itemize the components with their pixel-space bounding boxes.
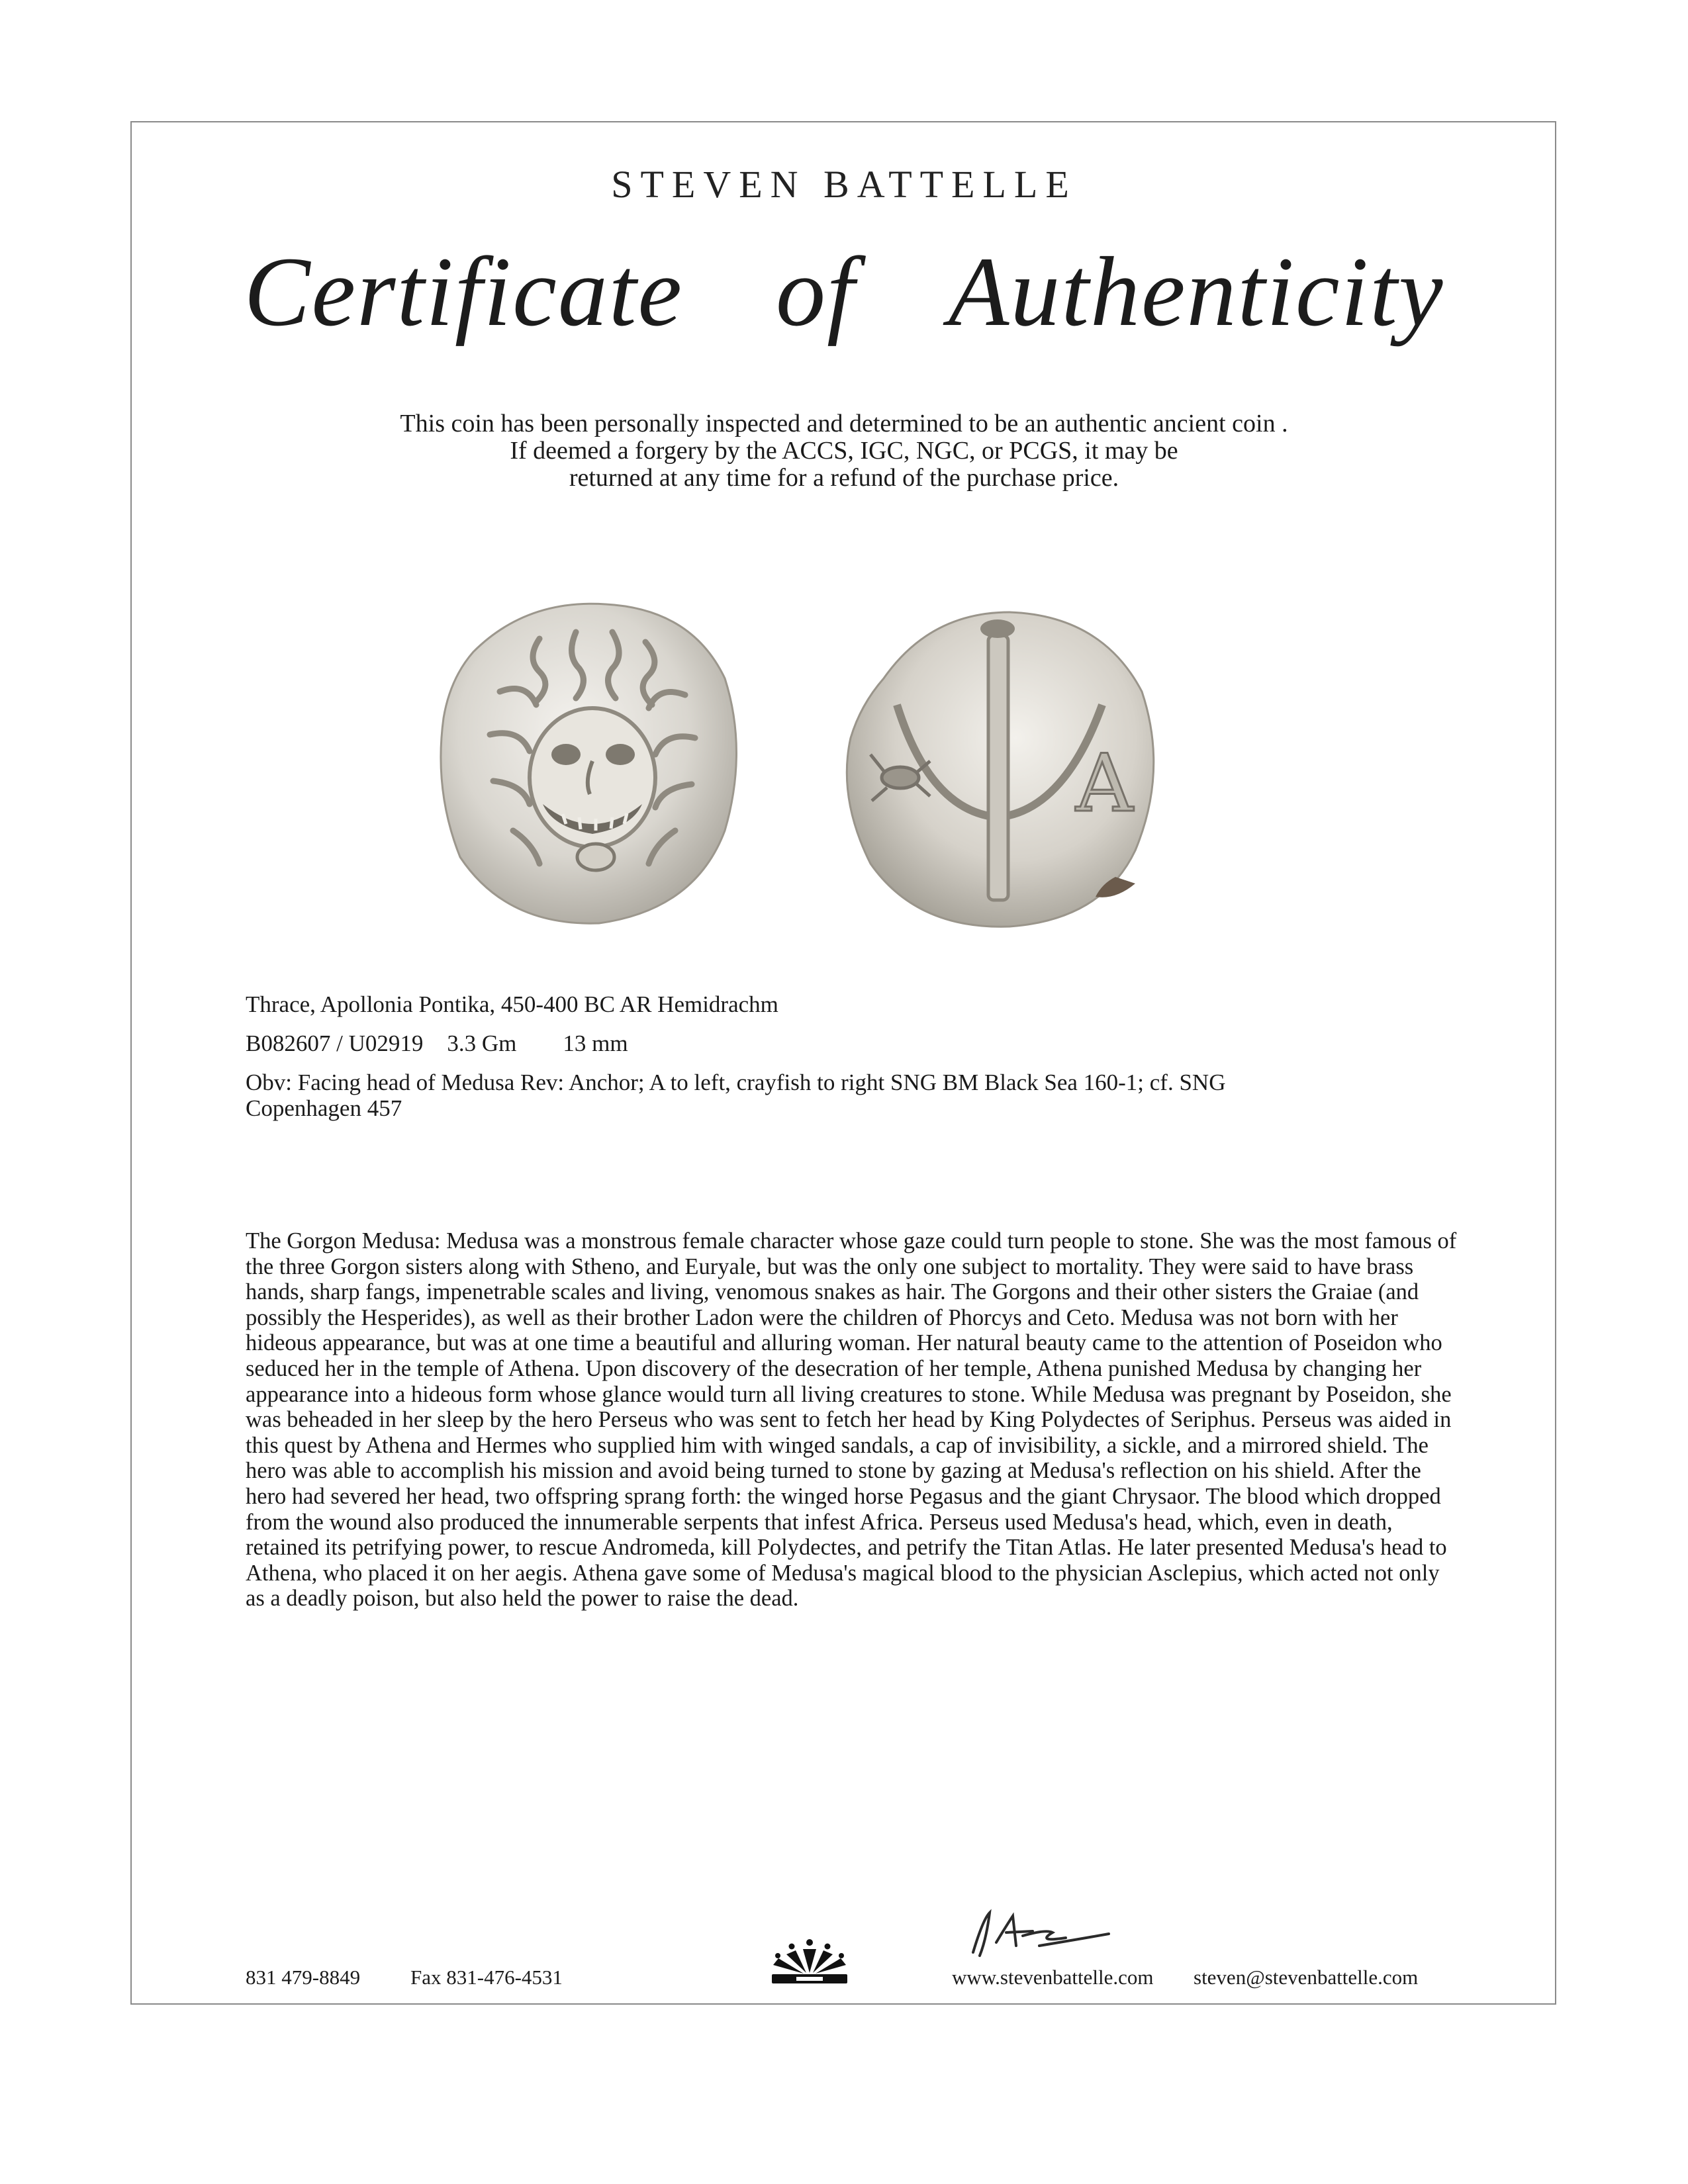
coin-weight: 3.3 Gm xyxy=(447,1030,517,1056)
certificate-title xyxy=(0,235,1688,349)
coin-reverse-image xyxy=(824,599,1175,936)
coin-description-line: Copenhagen 457 xyxy=(246,1095,402,1121)
brand-name: STEVEN BATTELLE xyxy=(611,163,1077,206)
guarantee-statement xyxy=(0,410,1688,492)
title-word-certificate: Certificate xyxy=(244,237,684,347)
coin-description-line: Obv: Facing head of Medusa Rev: Anchor; A to left, crayfish to right SNG BM Black Sea 160-1; cf. SNG xyxy=(246,1069,1226,1095)
guarantee-line: If deemed a forgery by the ACCS, IGC, NGC, or PCGS, it may be xyxy=(510,437,1178,465)
footer-phone: 831 479-8849 xyxy=(246,1966,361,1989)
guarantee-line: This coin has been personally inspected and determined to be an authentic ancient coin . xyxy=(400,410,1288,437)
coin-description xyxy=(246,1069,1450,1121)
coin-attribution: Thrace, Apollonia Pontika, 450-400 BC AR Hemidrachm xyxy=(246,991,778,1017)
coin-inventory: B082607 / U02919 xyxy=(246,1030,424,1056)
medusa-head-coin-icon xyxy=(434,592,745,930)
coin-details xyxy=(246,991,1450,1121)
coin-obverse-image xyxy=(434,592,745,930)
footer-website-link[interactable]: www.stevenbattelle.com xyxy=(952,1966,1154,1989)
medusa-history xyxy=(246,1228,1457,1612)
coin-diameter: 13 mm xyxy=(563,1030,628,1056)
reverse-letter: A xyxy=(1076,738,1133,830)
guarantee-line: returned at any time for a refund of the purchase price. xyxy=(569,464,1119,492)
signature-icon xyxy=(960,1906,1112,1966)
footer-email-link[interactable]: steven@stevenbattelle.com xyxy=(1194,1966,1419,1989)
title-word-of: of xyxy=(776,237,856,347)
sunburst-logo-icon xyxy=(767,1936,853,1989)
footer-fax: Fax 831-476-4531 xyxy=(410,1966,563,1989)
history-paragraph: The Gorgon Medusa: Medusa was a monstrous female character whose gaze could turn people to stone. She was the most famous of the three Gorgon sisters along with Stheno, and Euryale, but was the only one subject to mortality. They were said to have brass hands, sharp fangs, impenetrable scales and living, venomous snakes as hair. The Gorgons and their other sisters the Graiae (and possibly the Hesperides), as well as their brother Ladon were the children of Phorcys and Ceto. Medusa was not born with her hideous appearance, but was at one time a beautiful and alluring woman. Her natural beauty came to the attention of Poseidon who seduced her in the temple of Athena. Upon discovery of the desecration of her temple, Athena punished Medusa by changing her appearance into a hideous form whose glance would turn all living creatures to stone. While Medusa was pregnant by Poseidon, she was beheaded in her sleep by the hero Perseus who was sent to fetch her head by King Polydectes of Seriphus. Perseus was aided in this quest by Athena and Hermes who supplied him with winged sandals, a cap of invisibility, a sickle, and a mirrored shield. The hero was able to accomplish his mission and avoid being turned to stone by gazing at Medusa's reflection on his shield. After the hero had severed her head, two offspring sprang forth: the winged horse Pegasus and the giant Chrysaor. The blood which dropped from the wound also produced the innumerable serpents that infest Africa. Perseus used Medusa's head, which, even in death, retained its petrifying power, to rescue Andromeda, kill Polydectes, and petrify the Titan Atlas. He later presented Medusa's head to Athena, who placed it on her aegis. Athena gave some of Medusa's magical blood to the physician Asclepius, which acted not only as a deadly poison, but also held the power to raise the dead. xyxy=(246,1228,1457,1612)
title-word-authenticity: Authenticity xyxy=(948,237,1444,347)
coin-specs xyxy=(246,1030,1450,1056)
anchor-coin-icon xyxy=(824,599,1175,936)
